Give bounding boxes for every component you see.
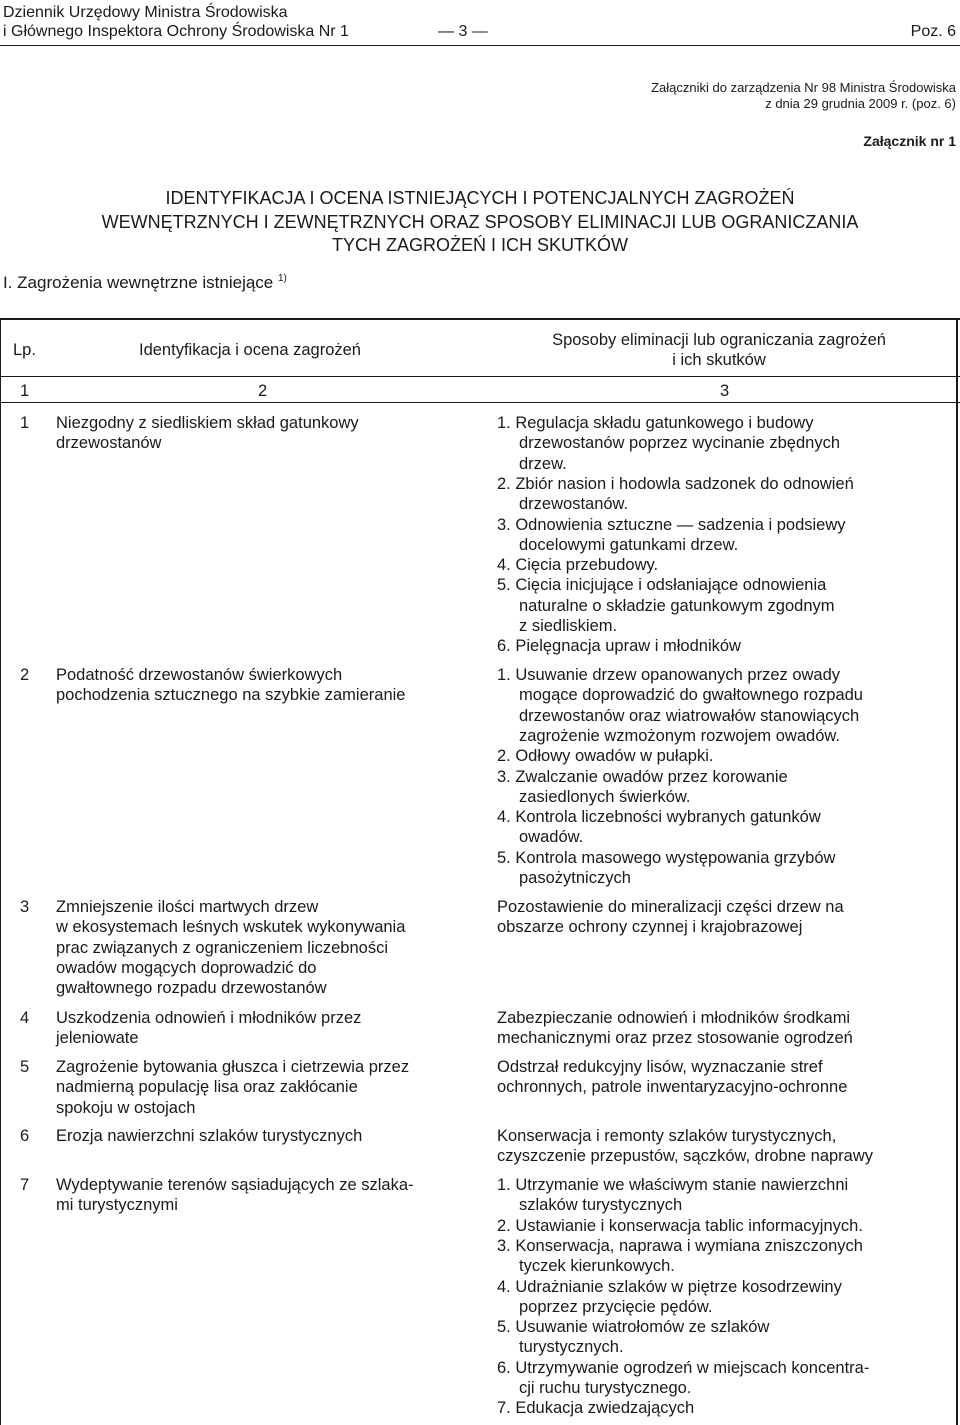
row-lp: 5 xyxy=(20,1058,30,1076)
row-method-line: 5. Kontrola masowego występowania grzybów xyxy=(497,848,836,867)
row-threat-line: gwałtownego rozpadu drzewostanów xyxy=(56,979,327,998)
column-number-3: 3 xyxy=(720,382,730,400)
header-lp: Lp. xyxy=(13,341,36,359)
row-threat-line: Zmniejszenie ilości martwych drzew xyxy=(56,898,319,916)
row-method-line: ochronnych, patrole inwentaryzacyjno-ochronne xyxy=(497,1078,848,1097)
row-threat-line: Wydeptywanie terenów sąsiadujących ze szlaka- xyxy=(56,1176,414,1194)
row-method-line: Konserwacja i remonty szlaków turystycznych, xyxy=(497,1127,837,1145)
row-threat-line: nadmierną populację lisa oraz zakłócanie xyxy=(56,1078,358,1097)
doc-title-line3: TYCH ZAGROŻEŃ I ICH SKUTKÓW xyxy=(331,235,628,255)
row-method-line: 1. Regulacja składu gatunkowego i budowy xyxy=(497,414,814,432)
row-lp: 7 xyxy=(20,1176,30,1194)
row-method-line: drzewostanów oraz wiatrowałów stanowiących xyxy=(519,706,860,725)
row-lp: 4 xyxy=(20,1009,30,1027)
row-threat-line: Zagrożenie bytowania głuszca i cietrzewia przez xyxy=(56,1058,410,1076)
row-method-line: 5. Usuwanie wiatrołomów ze szlaków xyxy=(497,1318,770,1337)
row-method-line: docelowymi gatunkami drzew. xyxy=(519,535,739,554)
column-number-2: 2 xyxy=(258,382,268,400)
row-method-line: 6. Pielęgnacja upraw i młodników xyxy=(497,637,741,656)
row-method-line: drzew. xyxy=(519,454,567,473)
row-method-line: 4. Cięcia przebudowy. xyxy=(497,556,659,575)
section-heading xyxy=(3,272,287,294)
row-threat-line: pochodzenia sztucznego na szybkie zamieranie xyxy=(56,686,406,705)
row-lp: 2 xyxy=(20,666,30,684)
row-method-line: Odstrzał redukcyjny lisów, wyznaczanie stref xyxy=(497,1058,823,1076)
column-number-1: 1 xyxy=(20,382,30,400)
header-identification: Identyfikacja i ocena zagrożeń xyxy=(139,341,361,359)
row-threat-line: jeleniowate xyxy=(56,1029,139,1048)
row-method-line: 1. Utrzymanie we właściwym stanie nawierzchni xyxy=(497,1176,849,1194)
row-method-line: 2. Zbiór nasion i hodowla sadzonek do odnowień xyxy=(497,474,854,493)
table-top-border xyxy=(0,318,960,320)
attachments-line2: z dnia 29 grudnia 2009 r. (poz. 6) xyxy=(765,96,956,111)
row-method-line: naturalne o składzie gatunkowym zgodnym xyxy=(519,596,835,615)
row-method-line: turystycznych. xyxy=(519,1338,624,1357)
header-separator xyxy=(0,376,960,377)
row-method-line: 6. Utrzymywanie ogrodzeń w miejscach koncentra- xyxy=(497,1358,870,1377)
row-method-line: Zabezpieczanie odnowień i młodników środkami xyxy=(497,1009,851,1027)
journal-title-line1: Dziennik Urzędowy Ministra Środowiska xyxy=(3,4,288,21)
row-method-line: mogące doprowadzić do gwałtownego rozpadu xyxy=(519,686,863,705)
row-threat-line: Podatność drzewostanów świerkowych xyxy=(56,666,343,684)
row-method-line: Pozostawienie do mineralizacji części drzew na xyxy=(497,898,844,916)
row-threat-line: mi turystycznymi xyxy=(56,1196,178,1215)
row-method-line: zasiedlonych świerków. xyxy=(519,787,691,806)
row-method-line: poprzez przycięcie pędów. xyxy=(519,1297,713,1316)
row-method-line: drzewostanów poprzez wycinanie zbędnych xyxy=(519,434,841,453)
row-method-line: 4. Kontrola liczebności wybranych gatunków xyxy=(497,808,821,827)
row-method-line: tyczek kierunkowych. xyxy=(519,1257,675,1276)
header-rule xyxy=(0,45,960,46)
row-method-line: 3. Zwalczanie owadów przez korowanie xyxy=(497,767,788,786)
row-threat-line: Erozja nawierzchni szlaków turystycznych xyxy=(56,1127,363,1145)
row-method-line: owadów. xyxy=(519,828,584,847)
row-threat-line: drzewostanów xyxy=(56,434,162,453)
attachments-line1: Załączniki do zarządzenia Nr 98 Ministra Środowiska xyxy=(651,80,956,95)
row-method-line: szlaków turystycznych xyxy=(519,1196,683,1215)
column-number-separator xyxy=(0,402,960,403)
table-right-border xyxy=(956,318,958,1425)
row-lp: 3 xyxy=(20,898,30,916)
row-threat-line: spokoju w ostojach xyxy=(56,1098,196,1117)
row-lp: 1 xyxy=(20,414,30,432)
row-method-line: mechanicznymi oraz przez stosowanie ogrodzeń xyxy=(497,1029,853,1048)
row-threat-line: Niezgodny z siedliskiem skład gatunkowy xyxy=(56,414,359,432)
row-method-line: 3. Konserwacja, naprawa i wymiana zniszczonych xyxy=(497,1236,863,1255)
row-threat-line: prac związanych z ograniczeniem liczebności xyxy=(56,938,388,957)
row-lp: 6 xyxy=(20,1127,30,1145)
page-number: — 3 — xyxy=(438,23,488,40)
annex-label: Załącznik nr 1 xyxy=(863,133,956,149)
footnote-marker: 1) xyxy=(277,273,287,284)
row-method-line: 2. Odłowy owadów w pułapki. xyxy=(497,747,714,766)
row-method-line: czyszczenie przepustów, sączków, drobne naprawy xyxy=(497,1147,874,1166)
doc-title-line1: IDENTYFIKACJA I OCENA ISTNIEJĄCYCH I POTENCJALNYCH ZAGROŻEŃ xyxy=(165,188,795,208)
row-threat-line: Uszkodzenia odnowień i młodników przez xyxy=(56,1009,362,1027)
row-method-line: 2. Ustawianie i konserwacja tablic informacyjnych. xyxy=(497,1216,863,1235)
section-heading-text: I. Zagrożenia wewnętrzne istniejące xyxy=(3,273,274,292)
row-method-line: z siedliskiem. xyxy=(519,617,618,635)
header-methods-line2: i ich skutków xyxy=(672,351,766,369)
journal-title-line2: i Głównego Inspektora Ochrony Środowiska Nr 1 xyxy=(3,23,349,40)
row-method-line: 4. Udrażnianie szlaków w piętrze kosodrzewiny xyxy=(497,1277,842,1296)
row-threat-line: w ekosystemach leśnych wskutek wykonywania xyxy=(56,918,406,937)
table-left-border xyxy=(0,318,1,1425)
row-method-line: 5. Cięcia inicjujące i odsłaniające odnowienia xyxy=(497,576,827,595)
row-method-line: 7. Edukacja zwiedzających xyxy=(497,1399,695,1418)
row-method-line: 1. Usuwanie drzew opanowanych przez owady xyxy=(497,666,841,684)
row-method-line: zagrożenie wzmożonym rozwojem owadów. xyxy=(519,726,840,745)
header-methods-line1: Sposoby eliminacji lub ograniczania zagrożeń xyxy=(552,331,886,349)
position-number: Poz. 6 xyxy=(910,23,956,40)
doc-title-line2: WEWNĘTRZNYCH I ZEWNĘTRZNYCH ORAZ SPOSOBY ELIMINACJI LUB OGRANICZANIA xyxy=(101,212,859,232)
row-threat-line: owadów mogących doprowadzić do xyxy=(56,958,317,977)
row-method-line: pasożytniczych xyxy=(519,869,631,887)
row-method-line: drzewostanów. xyxy=(519,495,629,514)
row-method-line: cji ruchu turystycznego. xyxy=(519,1379,692,1397)
row-method-line: 3. Odnowienia sztuczne — sadzenia i podsiewy xyxy=(497,515,846,534)
row-method-line: obszarze ochrony czynnej i krajobrazowej xyxy=(497,918,803,937)
